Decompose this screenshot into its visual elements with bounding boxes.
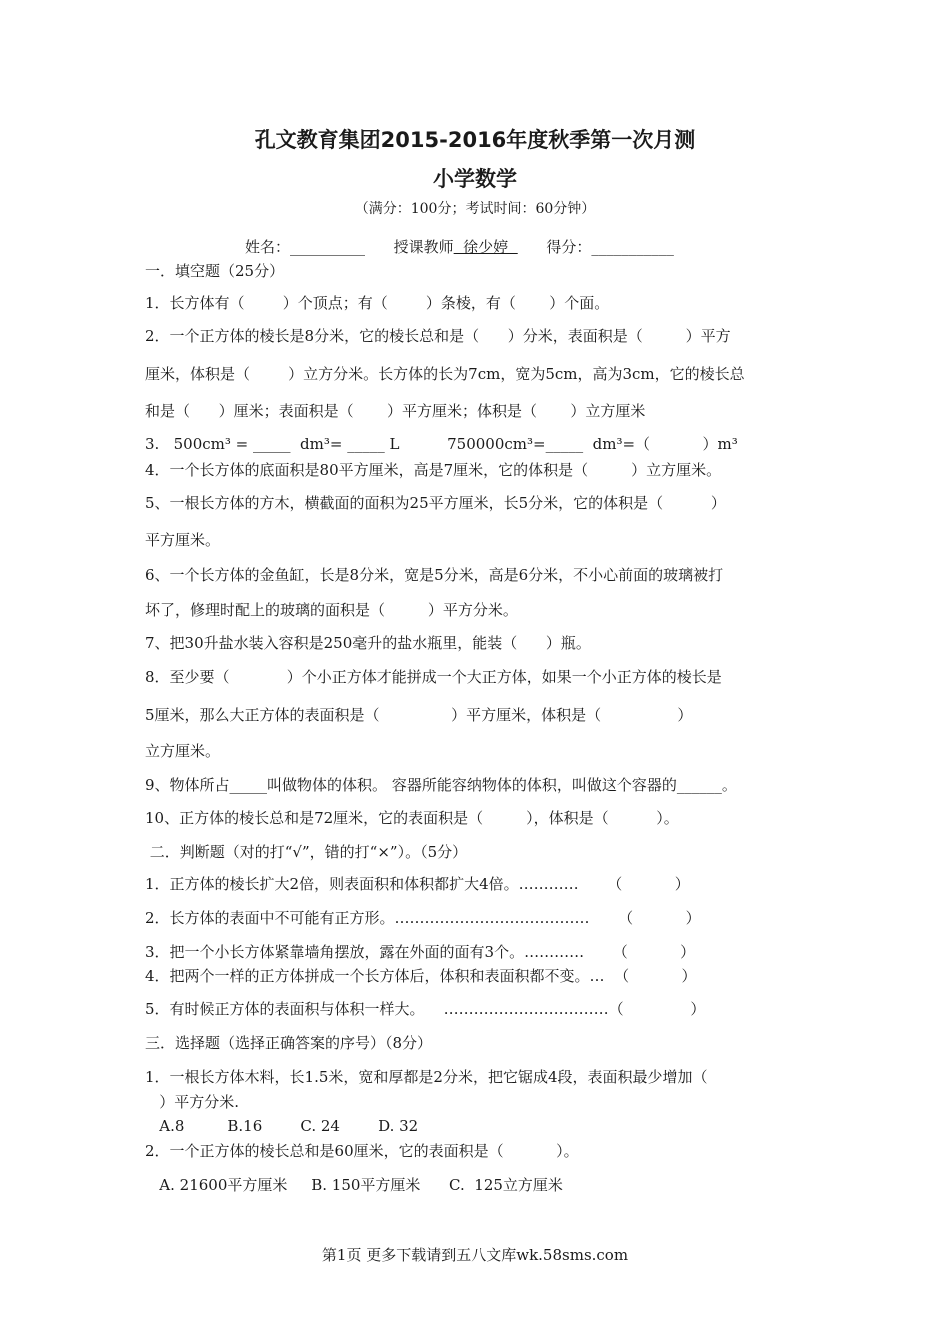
question-line: 6、一个长方体的金鱼缸，长是8分米，宽是5分米，高是6分米，不小心前面的玻璃被打 — [145, 566, 724, 584]
teacher-name: 徐少婷 — [453, 238, 518, 256]
question-line: 3. 500cm³ = _____ dm³= _____ L 750000cm³=_____ dm³=（ ）m³ — [145, 435, 738, 453]
teacher-label: 授课教师 — [393, 238, 454, 256]
judgement-line: 1．正方体的棱长扩大2倍，则表面积和体积都扩大4倍。………… （ ） — [145, 875, 690, 893]
exam-meta: （满分：100分；考试时间：60分钟） — [354, 201, 596, 217]
student-info-row — [245, 236, 674, 257]
question-line: 4．一个长方体的底面积是80平方厘米，高是7厘米，它的体积是（ ）立方厘米。 — [145, 461, 722, 479]
question-line: 2．一个正方体的棱长是8分米，它的棱长总和是（ ）分米，表面积是（ ）平方 — [145, 327, 731, 345]
section-1-heading: 一．填空题（25分） — [145, 262, 285, 280]
question-line: 5、一根长方体的方木，横截面的面积为25平方厘米，长5分米，它的体积是（ ） — [145, 494, 726, 512]
question-line: 坏了，修理时配上的玻璃的面积是（ ）平方分米。 — [145, 601, 518, 619]
question-line: 8．至少要（ ）个小正方体才能拼成一个大正方体，如果一个小正方体的棱长是 — [145, 668, 722, 686]
question-line: 1．长方体有（ ）个顶点；有（ ）条棱，有（ ）个面。 — [145, 294, 610, 312]
exam-title: 孔文教育集团2015-2016年度秋季第一次月测 — [254, 128, 696, 152]
name-label: 姓名： — [245, 238, 291, 256]
subject-title: 小学数学 — [433, 167, 517, 191]
question-line: 5厘米，那么大正方体的表面积是（ ）平方厘米，体积是（ ） — [145, 706, 693, 724]
score-blank: ___________ — [591, 238, 674, 256]
question-line: 7、把30升盐水装入容积是250毫升的盐水瓶里，能装（ ）瓶。 — [145, 634, 591, 652]
choice-options: A. 21600平方厘米 B. 150平方厘米 C. 125立方厘米 — [145, 1176, 563, 1194]
choice-question-line: ）平方分米. — [145, 1093, 240, 1111]
question-line: 9、物体所占_____叫做物体的体积。 容器所能容纳物体的体积，叫做这个容器的______。 — [145, 776, 737, 794]
section-3-heading: 三．选择题（选择正确答案的序号）（8分） — [145, 1034, 433, 1052]
judgement-line: 4．把两个一样的正方体拼成一个长方体后，体积和表面积都不变。… （ ） — [145, 967, 697, 985]
page-footer: 第1页 更多下载请到五八文库wk.58sms.com — [321, 1246, 629, 1264]
judgement-line: 5．有时候正方体的表面积与体积一样大。 ……………………………（ ） — [145, 1000, 706, 1018]
section-2-heading: 二．判断题（对的打“√”，错的打“×”）。（5分） — [145, 843, 468, 861]
question-line: 平方厘米。 — [145, 531, 221, 549]
question-line: 立方厘米。 — [145, 742, 221, 760]
name-blank: __________ — [290, 238, 366, 256]
choice-question-line: 2．一个正方体的棱长总和是60厘米，它的表面积是（ ）。 — [145, 1142, 579, 1160]
question-line: 和是（ ）厘米；表面积是（ ）平方厘米；体积是（ ）立方厘米 — [145, 402, 646, 420]
question-line: 厘米，体积是（ ）立方分米。长方体的长为7cm，宽为5cm，高为3cm，它的棱长总 — [145, 365, 745, 383]
choice-question-line: 1．一根长方体木料，长1.5米，宽和厚都是2分米，把它锯成4段，表面积最少增加（ — [145, 1068, 708, 1086]
choice-options: A.8 B.16 C. 24 D. 32 — [145, 1117, 419, 1135]
score-label: 得分： — [546, 238, 592, 256]
judgement-line: 2．长方体的表面中不可能有正方形。………………………………… （ ） — [145, 909, 701, 927]
judgement-line: 3．把一个小长方体紧靠墙角摆放，露在外面的面有3个。………… （ ） — [145, 943, 696, 961]
question-line: 10、正方体的棱长总和是72厘米，它的表面积是（ ），体积是（ ）。 — [145, 809, 679, 827]
